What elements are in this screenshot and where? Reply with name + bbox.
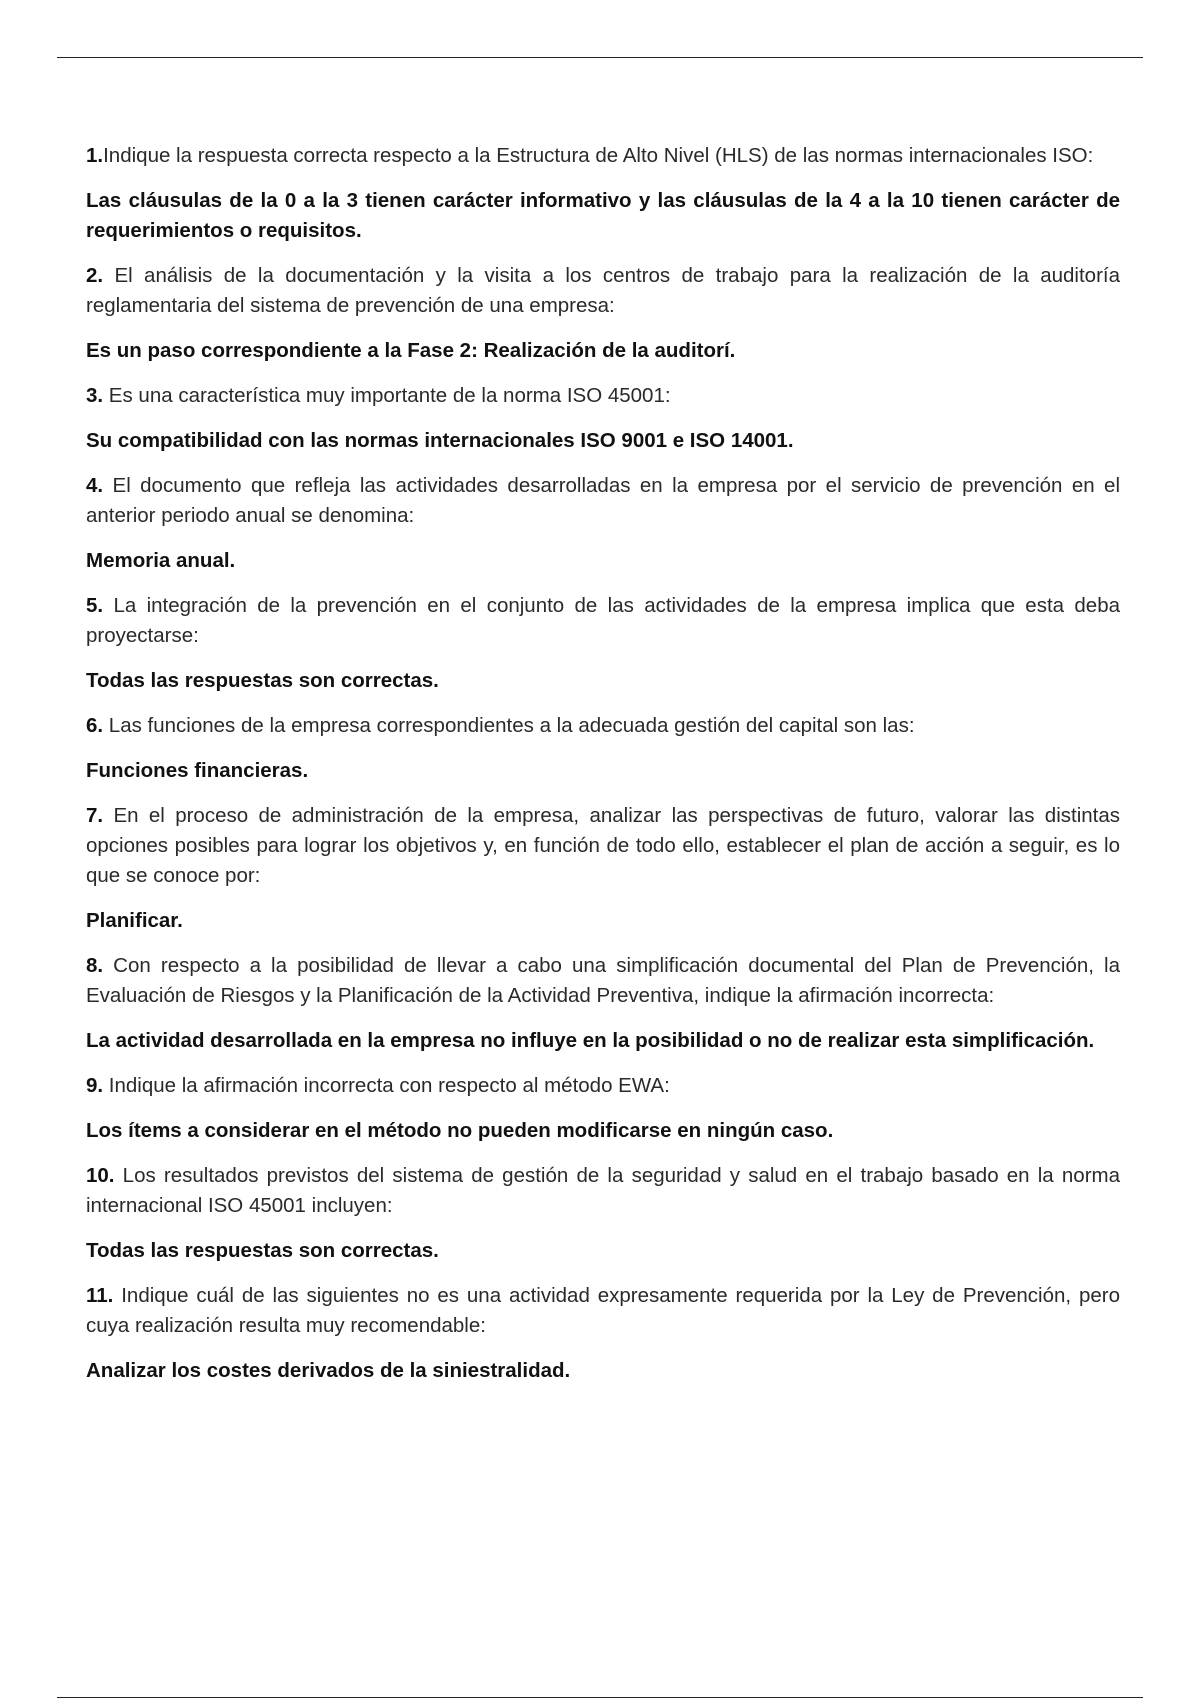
question-number: 10. — [86, 1164, 115, 1187]
question-text: La integración de la prevención en el conjunto de las actividades de la empresa implica que esta deba proyectarse: — [86, 594, 1120, 647]
question-text: Indique la respuesta correcta respecto a la Estructura de Alto Nivel (HLS) de las normas internacionales ISO: — [103, 144, 1094, 167]
question-number: 8. — [86, 954, 104, 977]
answer-11: Analizar los costes derivados de la siniestralidad. — [86, 1359, 571, 1382]
question-4 — [86, 471, 1120, 531]
question-text: Indique cuál de las siguientes no es una actividad expresamente requerida por la Ley de Prevención, pero cuya realización resulta muy recomendable: — [86, 1284, 1120, 1337]
question-number: 5. — [86, 594, 104, 617]
answer-2: Es un paso correspondiente a la Fase 2: Realización de la auditorí. — [86, 339, 736, 362]
answer-6: Funciones financieras. — [86, 759, 309, 782]
question-text: Indique la afirmación incorrecta con respecto al método EWA: — [103, 1074, 670, 1097]
question-number: 3. — [86, 384, 104, 407]
question-text: El documento que refleja las actividades desarrolladas en la empresa por el servicio de prevención en el anterior periodo anual se denomina: — [86, 474, 1120, 527]
question-text: En el proceso de administración de la empresa, analizar las perspectivas de futuro, valorar las distintas opciones posibles para lograr los objetivos y, en función de todo ello, establecer el plan de acción a seguir, es lo que se conoce por: — [86, 804, 1120, 887]
question-5 — [86, 591, 1120, 651]
question-8 — [86, 951, 1120, 1011]
question-2 — [86, 261, 1120, 321]
question-number: 7. — [86, 804, 104, 827]
quiz-content — [86, 141, 1120, 1401]
question-text: Las funciones de la empresa correspondientes a la adecuada gestión del capital son las: — [103, 714, 915, 737]
question-7 — [86, 801, 1120, 891]
answer-8: La actividad desarrollada en la empresa no influye en la posibilidad o no de realizar esta simplificación. — [86, 1029, 1095, 1052]
question-number: 6. — [86, 714, 104, 737]
question-11 — [86, 1281, 1120, 1341]
question-number: 4. — [86, 474, 104, 497]
question-1 — [86, 141, 1120, 171]
question-10 — [86, 1161, 1120, 1221]
question-number: 11. — [86, 1284, 114, 1307]
question-3 — [86, 381, 1120, 411]
question-text: Con respecto a la posibilidad de llevar a cabo una simplificación documental del Plan de Prevención, la Evaluación de Riesgos y la Planificación de la Actividad Preventiva, indique la afirmación incorrecta: — [86, 954, 1120, 1007]
answer-5: Todas las respuestas son correctas. — [86, 669, 439, 692]
answer-10: Todas las respuestas son correctas. — [86, 1239, 439, 1262]
question-number: 1. — [86, 144, 104, 167]
answer-9: Los ítems a considerar en el método no pueden modificarse en ningún caso. — [86, 1119, 834, 1142]
question-9 — [86, 1071, 1120, 1101]
question-number: 9. — [86, 1074, 104, 1097]
question-number: 2. — [86, 264, 104, 287]
question-text: El análisis de la documentación y la visita a los centros de trabajo para la realización de la auditoría reglamentaria del sistema de prevención de una empresa: — [86, 264, 1120, 317]
header-divider — [57, 57, 1143, 58]
answer-7: Planificar. — [86, 909, 183, 932]
question-text: Los resultados previstos del sistema de gestión de la seguridad y salud en el trabajo basado en la norma internacional ISO 45001 incluyen: — [86, 1164, 1120, 1217]
footer-divider — [57, 1697, 1143, 1698]
answer-3: Su compatibilidad con las normas internacionales ISO 9001 e ISO 14001. — [86, 429, 794, 452]
question-6 — [86, 711, 1120, 741]
question-text: Es una característica muy importante de la norma ISO 45001: — [103, 384, 671, 407]
answer-4: Memoria anual. — [86, 549, 236, 572]
answer-1: Las cláusulas de la 0 a la 3 tienen carácter informativo y las cláusulas de la 4 a la 10 tienen carácter de requerimientos o requisitos. — [86, 189, 1120, 242]
